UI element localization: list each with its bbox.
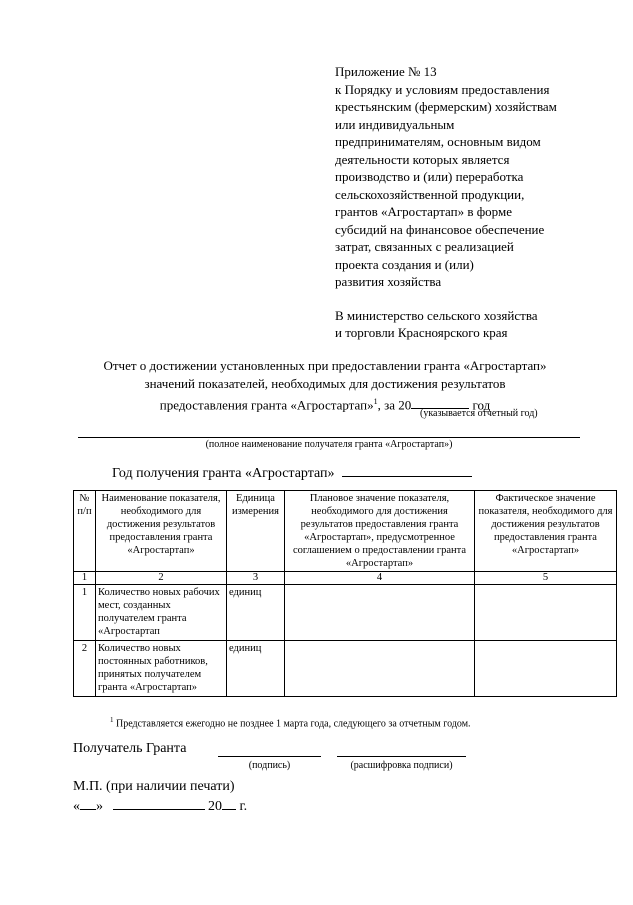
- period-note: (указывается отчетный год): [420, 408, 538, 419]
- date-line: [73, 797, 247, 815]
- addressee-line-2: и торговли Красноярского края: [335, 325, 508, 340]
- grant-year-blank[interactable]: [342, 463, 472, 477]
- indicators-table: [73, 490, 617, 697]
- appendix-line: крестьянским (фермерским) хозяйствам: [335, 99, 557, 114]
- signature-decoding-note: (расшифровка подписи): [350, 760, 453, 771]
- column-number: 1: [74, 572, 96, 585]
- grant-year-label: Год получения гранта «Агростартап»: [112, 466, 335, 481]
- appendix-line: производство и (или) переработка: [335, 169, 524, 184]
- appendix-line: предпринимателям, основным видом: [335, 134, 541, 149]
- appendix-line: грантов «Агростартап» в форме: [335, 204, 512, 219]
- signature-line[interactable]: [218, 756, 321, 757]
- row-actual-value[interactable]: [475, 585, 617, 641]
- appendix-line: сельскохозяйственной продукции,: [335, 186, 525, 202]
- day-blank[interactable]: [80, 797, 96, 810]
- signature-note: (подпись): [248, 760, 291, 771]
- row-number: 2: [74, 641, 96, 697]
- date-year-prefix: 20: [208, 799, 222, 814]
- header-indicator-name: Наименование показателя, необходимого для достижения результатов предоставления гранта «Агростартап»: [96, 491, 227, 572]
- header-number: № п/п: [74, 491, 96, 572]
- appendix-header: [335, 63, 625, 291]
- column-number: 2: [96, 572, 227, 585]
- date-open-quote: «: [73, 799, 80, 814]
- date-close-quote: »: [96, 799, 103, 814]
- footnote-text: Представляется ежегодно не позднее 1 марта года, следующего за отчетным годом.: [113, 718, 471, 730]
- stamp-label: М.П. (при наличии печати): [73, 779, 235, 794]
- title-line-3-mid: , за 20: [377, 397, 412, 413]
- row-indicator-name: Количество новых постоянных работников, принятых получателем гранта «Агростартап»: [96, 641, 227, 697]
- appendix-line: затрат, связанных с реализацией: [335, 239, 514, 254]
- appendix-line: деятельности которых является: [335, 151, 510, 167]
- column-number: 4: [285, 572, 475, 585]
- footnote-reference: 1: [373, 397, 378, 406]
- title-line-2: значений показателей, необходимых для достижения результатов: [144, 376, 506, 391]
- row-planned-value[interactable]: [285, 585, 475, 641]
- addressee: [335, 307, 625, 341]
- recipient-name-line[interactable]: [78, 437, 580, 438]
- appendix-line: проекта создания и (или): [335, 256, 474, 272]
- header-actual-value: Фактическое значение показателя, необходимого для достижения результатов предоставления гранта «Агростартап»: [475, 491, 617, 572]
- appendix-line: или индивидуальным: [335, 116, 455, 132]
- report-title: [30, 357, 620, 414]
- column-number: 3: [227, 572, 285, 585]
- recipient-name-note: (полное наименование получателя гранта «Агростартап»): [205, 439, 453, 450]
- title-line-3-suffix: год: [469, 397, 491, 413]
- row-indicator-name: Количество новых рабочих мест, созданных получателем гранта «Агростартап: [96, 585, 227, 641]
- header-planned-value: Плановое значение показателя, необходимого для достижения результатов предоставления гранта «Агростартап», предусмотренное соглашением о предоставлении гранта «Агростартап»: [285, 491, 475, 572]
- row-number: 1: [74, 585, 96, 641]
- date-year-blank[interactable]: [222, 797, 236, 810]
- appendix-line: развития хозяйства: [335, 274, 442, 289]
- recipient-label: Получатель Гранта: [73, 741, 187, 756]
- column-number: 5: [475, 572, 617, 585]
- header-unit: Единица измерения: [227, 491, 285, 572]
- title-line-3-prefix: предоставления гранта «Агростартап»: [159, 397, 374, 413]
- addressee-line-1: В министерство сельского хозяйства: [335, 308, 538, 323]
- row-unit: единиц: [227, 585, 285, 641]
- appendix-line: Приложение № 13: [335, 64, 437, 79]
- appendix-line: к Порядку и условиям предоставления: [335, 81, 550, 97]
- appendix-line: субсидий на финансовое обеспечение: [335, 221, 545, 237]
- row-planned-value[interactable]: [285, 641, 475, 697]
- footnote-mark: 1: [110, 716, 114, 724]
- table-header-row: [74, 491, 617, 572]
- signature-decoding-line[interactable]: [337, 756, 466, 757]
- table-row: [74, 641, 617, 697]
- title-line-1: Отчет о достижении установленных при предоставлении гранта «Агростартап»: [103, 358, 547, 373]
- row-unit: единиц: [227, 641, 285, 697]
- footnote: [110, 716, 471, 729]
- row-actual-value[interactable]: [475, 641, 617, 697]
- column-numbering-row: [74, 572, 617, 585]
- date-year-suffix: г.: [236, 799, 248, 814]
- grant-year: [112, 463, 472, 482]
- table-row: [74, 585, 617, 641]
- month-blank[interactable]: [113, 797, 205, 810]
